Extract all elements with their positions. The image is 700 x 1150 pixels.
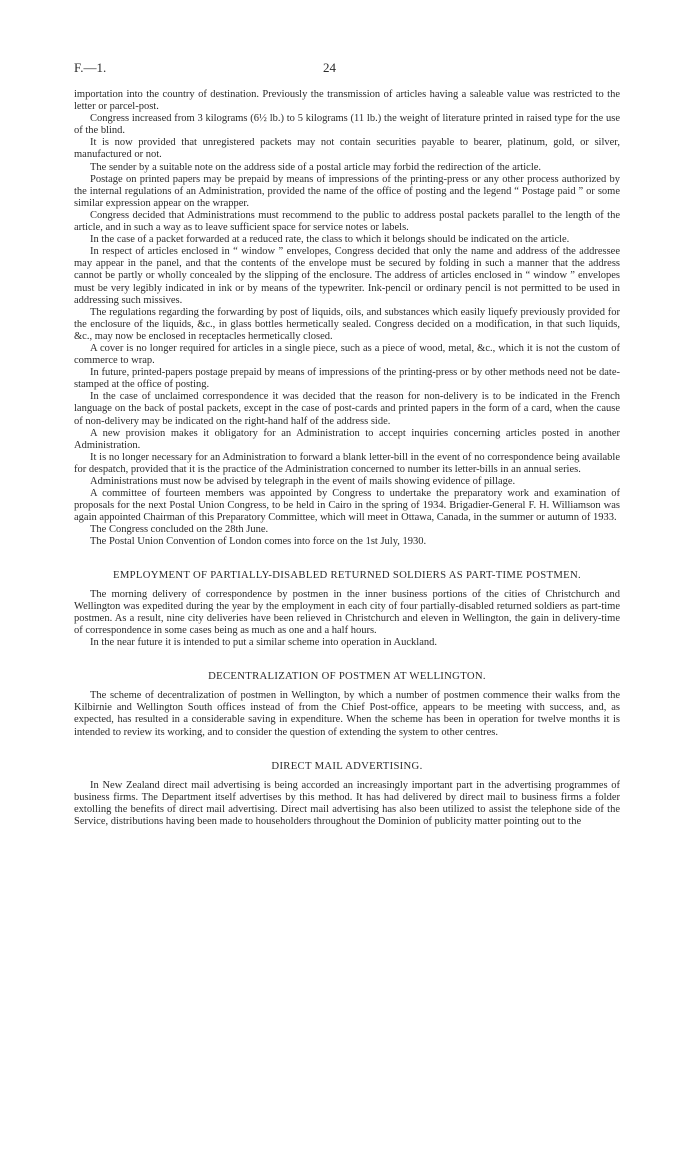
paragraph: In future, printed-papers postage prepaid by means of impressions of the printing-press or by other methods need not be date-stamped at the office of posting. xyxy=(74,367,620,391)
paragraph: Postage on printed papers may be prepaid by means of impressions of the printing-press or any other process authorized by the internal regulations of an Administration, provided the name of the office of posting and the legend “ Postage paid ” or some similar expression appear on the wrapper. xyxy=(74,173,620,209)
paragraph: In the near future it is intended to put a similar scheme into operation in Auckland. xyxy=(90,637,437,649)
paragraph: The morning delivery of correspondence by postmen in the inner business portions of the cities of Christchurch and Wellington was expedited during the year by the employment in each city of four partially-disabled returned soldiers as part-time postmen. As a result, nine city deliveries have been relieved in Christchurch and eleven in Wellington, the gain in delivery-time of correspondence in some cases being as much as one and a half hours. xyxy=(74,588,620,636)
paragraph: The regulations regarding the forwarding by post of liquids, oils, and substances which easily liquefy previously provided for the enclosure of the liquids, &c., in glass bottles hermetically sealed. Congress decided on a modification, in that such liquids, &c., may now be enclosed in receptacles hermetically closed. xyxy=(74,306,620,342)
page-header xyxy=(74,60,620,82)
paragraph: The Postal Union Convention of London comes into force on the 1st July, 1930. xyxy=(90,536,427,548)
paragraph: The Congress concluded on the 28th June. xyxy=(90,524,269,536)
paragraph: Congress increased from 3 kilograms (6½ lb.) to 5 kilograms (11 lb.) the weight of literature printed in raised type for the use of the blind. xyxy=(74,113,620,137)
paragraph: importation into the country of destination. Previously the transmission of articles having a saleable value was restricted to the letter or parcel-post. xyxy=(74,89,620,113)
paragraph: Administrations must now be advised by telegraph in the event of mails showing evidence of pillage. xyxy=(90,476,516,487)
paragraph: In the case of unclaimed correspondence it was decided that the reason for non-delivery is to be indicated in the French language on the back of postal packets, except in the case of post-cards and printed papers in the form of a card, when the cause of non-delivery may be indicated on the right-hand half of the address side. xyxy=(74,391,620,427)
paragraph: Congress decided that Administrations must recommend to the public to address postal packets parallel to the length of the article, and in such a way as to leave sufficient space for service notes or labels. xyxy=(74,209,620,234)
paragraph: In the case of a packet forwarded at a reduced rate, the class to which it belongs should be indicated on the article. xyxy=(90,234,570,246)
section-heading-decentralization: DECENTRALIZATION OF POSTMEN AT WELLINGTON. xyxy=(208,670,486,683)
paragraph: The sender by a suitable note on the address side of a postal article may forbid the redirection of the article. xyxy=(90,161,542,173)
paragraph: It is no longer necessary for an Administration to forward a blank letter-bill in the event of no correspondence being available for despatch, provided that it is the practice of the Administration concerned to number its letter-bills in an annual series. xyxy=(74,451,620,475)
paragraph: It is now provided that unregistered packets may not contain securities payable to bearer, platinum, gold, or silver, manufactured or not. xyxy=(74,137,620,161)
paragraph: A new provision makes it obligatory for an Administration to accept inquiries concerning articles posted in another Administration. xyxy=(74,427,620,451)
paragraph: A committee of fourteen members was appointed by Congress to undertake the preparatory work and examination of proposals for the next Postal Union Congress, to be held in Cairo in the spring of 1934. Brigadier-General F. H. Williamson was again appointed Chairman of this Preparatory Committee, which will meet in Ottawa, Canada, in the summer or autumn of 1933. xyxy=(74,488,620,524)
section-heading-direct-mail: DIRECT MAIL ADVERTISING. xyxy=(271,759,423,772)
paragraph: A cover is no longer required for articles in a single piece, such as a piece of wood, metal, &c., which it is not the custom of commerce to wrap. xyxy=(74,342,620,367)
page-number: 24 xyxy=(323,60,336,75)
paragraph: In respect of articles enclosed in “ window ” envelopes, Congress decided that only the name and address of the addressee may appear in the panel, and that the contents of the envelope must be secured by folding in such a manner that the address cannot be partly or wholly concealed by the slipping of the enclosure. The address of articles enclosed in “ window ” envelopes must be very legibly indicated in ink or by means of the typewriter. Ink-pencil or ordinary pencil is not permitted to be used in addressing such missives. xyxy=(74,246,620,306)
section-heading-soldiers: EMPLOYMENT OF PARTIALLY-DISABLED RETURNED SOLDIERS AS PART-TIME POSTMEN. xyxy=(113,568,581,581)
paragraph: In New Zealand direct mail advertising is being accorded an increasingly important part in the advertising programmes of business firms. The Department itself advertises by this method. It has had delivered by direct mail to business firms a folder extolling the benefits of direct mail advertising. Direct mail advertising has also been utilized to assist the telephone side of the Service, distributions having been made to householders throughout the Dominion of publicity matter pointing out to the xyxy=(74,779,620,827)
document-reference: F.—1. xyxy=(74,60,107,75)
paragraph: The scheme of decentralization of postmen in Wellington, by which a number of postmen commence their walks from the Kilbirnie and Wellington South offices instead of from the Chief Post-office, appears to be meeting with success, and, as expected, has resulted in a considerable saving in expenditure. When the scheme has been in operation for twelve months it is intended to review its working, and to consider the question of extending the system to other centres. xyxy=(74,690,620,738)
body-text xyxy=(74,89,620,828)
document-page xyxy=(74,60,620,828)
